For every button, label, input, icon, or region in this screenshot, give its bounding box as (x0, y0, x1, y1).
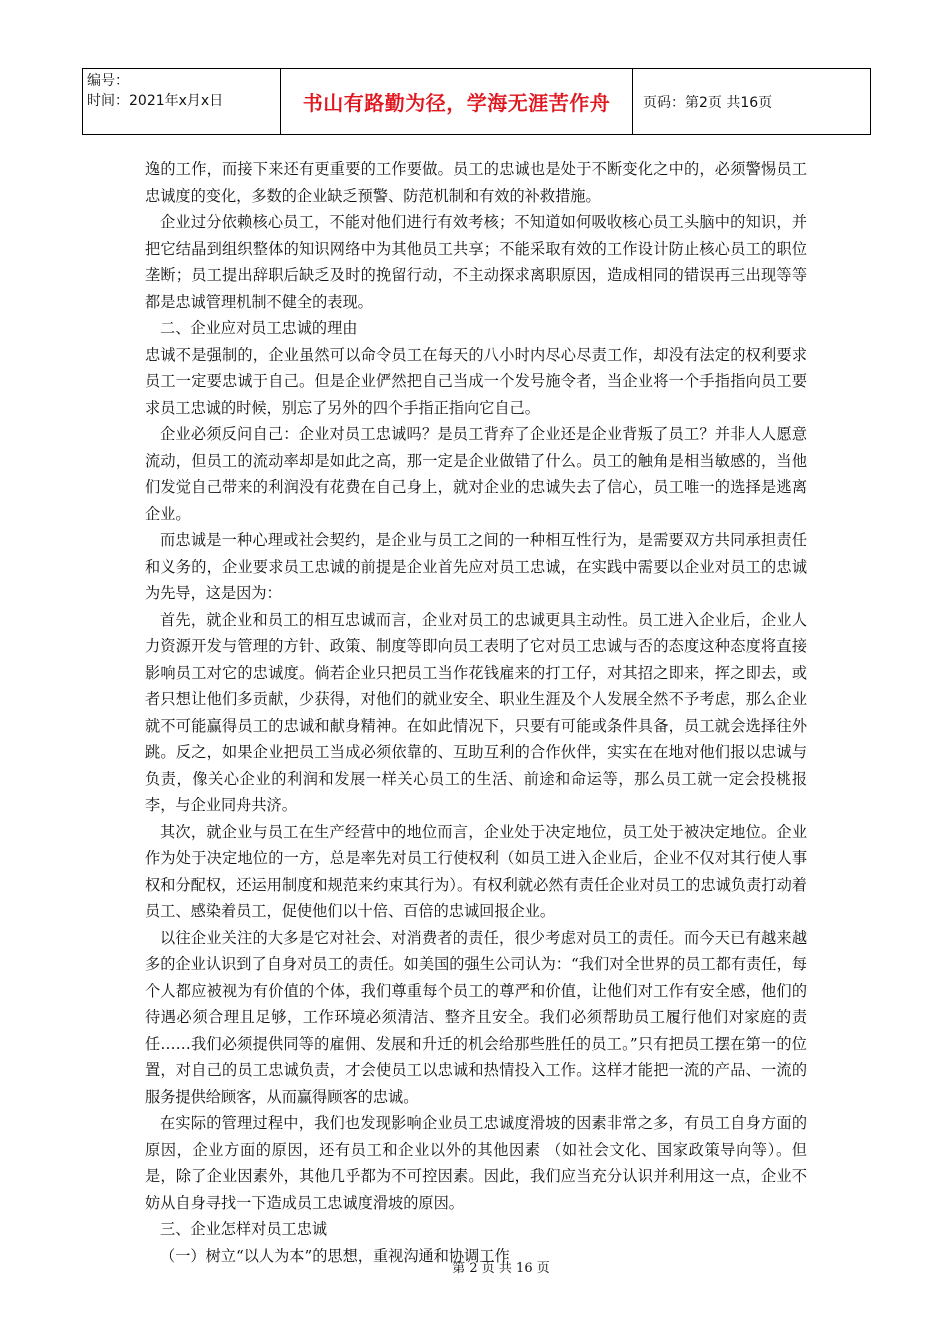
paragraph: 逸的工作，而接下来还有更重要的工作要做。员工的忠诚也是处于不断变化之中的，必须警惕员工忠诚度的变化，多数的企业缺乏预警、防范机制和有效的补救措施。 (145, 160, 807, 205)
subsection-heading: （一）树立“以人为本”的思想，重视沟通和协调工作 (160, 1246, 510, 1265)
header-page-info: 页码：第2页 共16页 (643, 94, 773, 111)
document-header (82, 68, 871, 135)
section-heading: 二、企业应对员工忠诚的理由 (160, 319, 358, 337)
paragraph: 而忠诚是一种心理或社会契约，是企业与员工之间的一种相互性行为，是需要双方共同承担责任和义务的，企业要求员工忠诚的前提是企业首先应对员工忠诚，在实践中需要以企业对员工的忠诚为先导，这是因为： (145, 531, 807, 602)
document-number-label: 编号： (87, 73, 129, 89)
section-heading: 三、企业怎样对员工忠诚 (160, 1220, 328, 1238)
header-meta-cell (83, 69, 281, 134)
paragraph: 在实际的管理过程中，我们也发现影响企业员工忠诚度滑坡的因素非常之多，有员工自身方面的原因，企业方面的原因，还有员工和企业以外的其他因素 （如社会文化、国家政策导向等）。但是，除了企业因素外，其他几乎都为不可控因素。因此，我们应当充分认识并利用这一点，企业不妨从自身寻找一下造成员工忠诚度滑坡的原因。 (145, 1114, 807, 1212)
footer-page-number: 第 2 页 共 16 页 (452, 1261, 550, 1276)
header-motto: 书山有路勤为径，学海无涯苦作舟 (281, 69, 633, 134)
paragraph: 其次，就企业与员工在生产经营中的地位而言，企业处于决定地位，员工处于被决定地位。企业作为处于决定地位的一方，总是率先对员工行使权利（如员工进入企业后，企业不仅对其行使人事权和分配权，还运用制度和规范来约束其行为）。有权利就必然有责任企业对员工的忠诚负责打动着员工、感染着员工，促使他们以十倍、百倍的忠诚回报企业。 (145, 822, 807, 920)
paragraph: 首先，就企业和员工的相互忠诚而言，企业对员工的忠诚更具主动性。员工进入企业后，企业人力资源开发与管理的方针、政策、制度等即向员工表明了它对员工忠诚与否的态度这种态度将直接影响员工对它的忠诚度。倘若企业只把员工当作花钱雇来的打工仔，对其招之即来，挥之即去，或者只想让他们多贡献，少获得，对他们的就业安全、职业生涯及个人发展全然不予考虑，那么企业就不可能赢得员工的忠诚和献身精神。在如此情况下，只要有可能或条件具备，员工就会选择往外跳。反之，如果企业把员工当成必须依靠的、互助互利的合作伙伴，实实在在地对他们报以忠诚与负责，像关心企业的利润和发展一样关心员工的生活、前途和命运等，那么员工就一定会投桃报李，与企业同舟共济。 (145, 610, 807, 814)
page-footer (0, 1257, 950, 1276)
paragraph: 企业过分依赖核心员工，不能对他们进行有效考核；不知道如何吸收核心员工头脑中的知识，并把它结晶到组织整体的知识网络中为其他员工共享；不能采取有效的工作设计防止核心员工的职位垄断；员工提出辞职后缺乏及时的挽留行动，不主动探求离职原因，造成相同的错误再三出现等等都是忠诚管理机制不健全的表现。 (145, 213, 807, 311)
paragraph: 忠诚不是强制的，企业虽然可以命令员工在每天的八小时内尽心尽责工作，却没有法定的权利要求员工一定要忠诚于自己。但是企业俨然把自己当成一个发号施令者，当企业将一个手指指向员工要求员工忠诚的时候，别忘了另外的四个手指正指向它自己。 (145, 345, 807, 417)
document-date-label: 时间：2021年x月x日 (87, 93, 224, 109)
paragraph: 企业必须反问自己：企业对员工忠诚吗？是员工背弃了企业还是企业背叛了员工？并非人人愿意流动，但员工的流动率却是如此之高，那一定是企业做错了什么。员工的触角是相当敏感的，当他们发觉自己带来的利润没有花费在自己身上，就对企业的忠诚失去了信心，员工唯一的选择是逃离企业。 (145, 425, 807, 523)
document-body (145, 156, 807, 1269)
paragraph: 以往企业关注的大多是它对社会、对消费者的责任，很少考虑对员工的责任。而今天已有越来越多的企业认识到了自身对员工的责任。如美国的强生公司认为：“我们对全世界的员工都有责任，每个人都应被视为有价值的个体，我们尊重每个员工的尊严和价值，让他们对工作有安全感，他们的待遇必须合理且足够，工作环境必须清洁、整齐且安全。我们必须帮助员工履行他们对家庭的责任……我们必须提供同等的雇佣、发展和升迁的机会给那些胜任的员工。”只有把员工摆在第一的位置，对自己的员工忠诚负责，才会使员工以忠诚和热情投入工作。这样才能把一流的产品、一流的服务提供给顾客，从而赢得顾客的忠诚。 (145, 928, 807, 1106)
